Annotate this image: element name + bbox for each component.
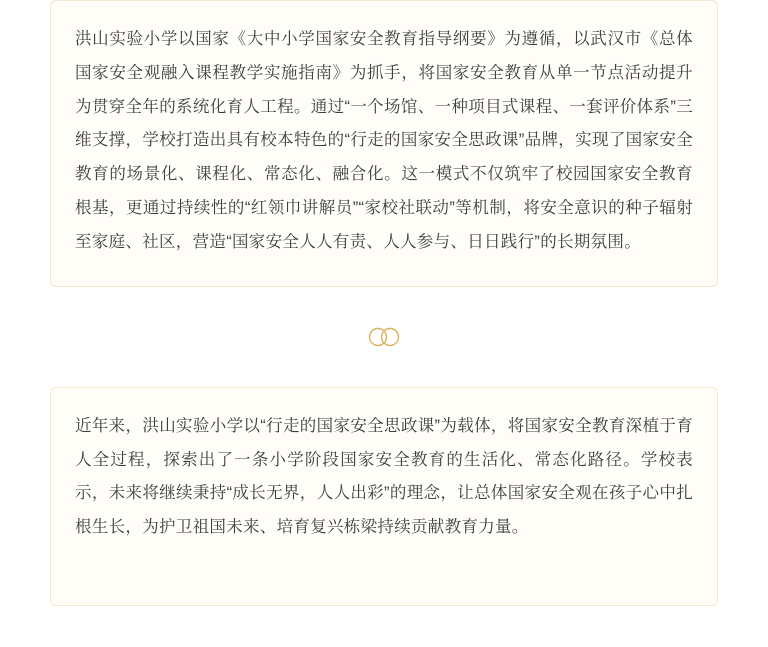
article-card-bottom <box>50 387 718 606</box>
article-paragraph-2: 近年来，洪山实验小学以“行走的国家安全思政课”为载体，将国家安全教育深植于育人全过程，探索出了一条小学阶段国家安全教育的生活化、常态化路径。学校表示，未来将继续秉持“成长无界，人人出彩”的理念，让总体国家安全观在孩子心中扎根生长，为护卫祖国未来、培育复兴栋梁持续贡献教育力量。 <box>75 416 693 537</box>
page-bottom-spacer <box>0 606 768 632</box>
article-paragraph-1: 洪山实验小学以国家《大中小学国家安全教育指导纲要》为遵循，以武汉市《总体国家安全观融入课程教学实施指南》为抓手，将国家安全教育从单一节点活动提升为贯穿全年的系统化育人工程。通过“一个场馆、一种项目式课程、一套评价体系”三维支撑，学校打造出具有校本特色的“行走的国家安全思政课”品牌，实现了国家安全教育的场景化、课程化、常态化、融合化。这一模式不仅筑牢了校园国家安全教育根基，更通过持续性的“红领巾讲解员”“家校社联动”等机制，将安全意识的种子辐射至家庭、社区，营造“国家安全人人有责、人人参与、日日践行”的长期氛围。 <box>75 30 693 251</box>
article-card-top <box>50 0 718 287</box>
double-ring-ornament-icon <box>362 326 406 348</box>
section-divider <box>0 287 768 387</box>
